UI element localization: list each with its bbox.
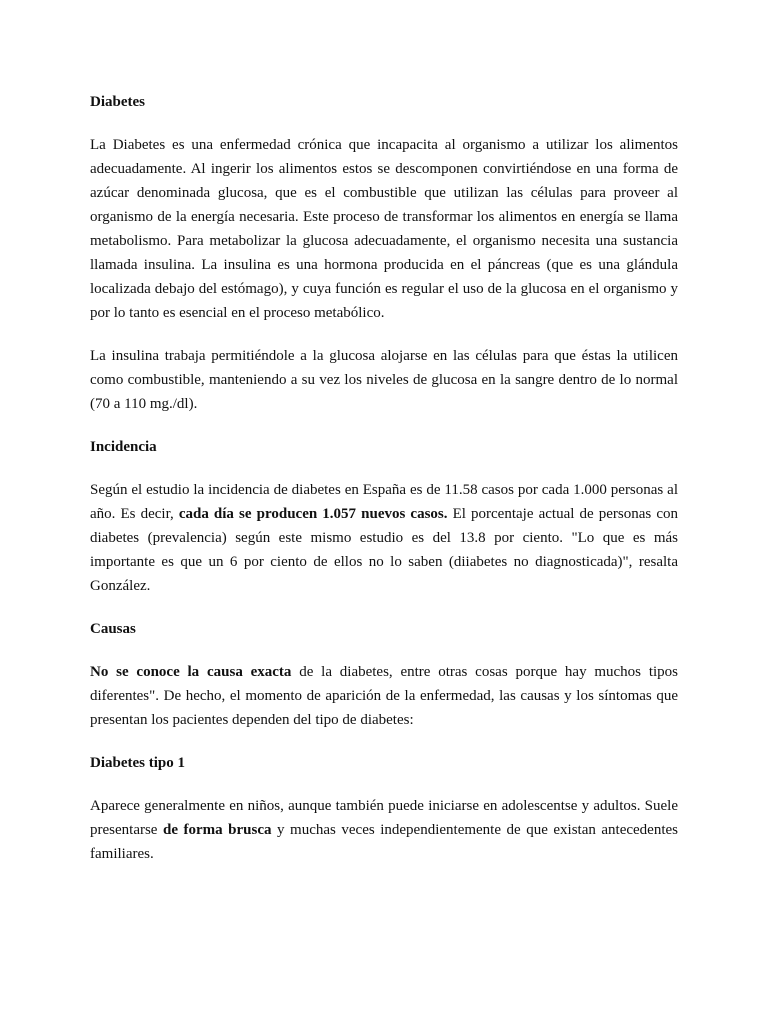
heading-diabetes-tipo-1: Diabetes tipo 1 — [90, 755, 185, 771]
bold-text-run: cada día se producen 1.057 nuevos casos. — [178, 506, 448, 522]
paragraph-causas — [90, 660, 678, 732]
bold-text-run: de forma brusca — [162, 822, 272, 838]
paragraph-insulin-function: La insulina trabaja permitiéndole a la glucosa alojarse en las células para que éstas la utilicen como combustible, manteniendo a su vez los niveles de glucosa en la sangre dentro de lo normal (70 a 110 mg./dl). — [90, 348, 678, 412]
text-run: El porcentaje actual de personas con diabetes (prevalencia) según este mismo estudio es del 13.8 por ciento. "Lo que es más importante es que un 6 por ciento de ellos no lo saben (diiabetes no diagnosticada)", resalta González. — [90, 506, 678, 594]
text-run: Aparece generalmente en niños, aunque también puede iniciarse en adolescentse y adultos. Suele presentarse — [90, 798, 678, 838]
heading-causas: Causas — [90, 621, 136, 637]
paragraph-diabetes-definition: La Diabetes es una enfermedad crónica que incapacita al organismo a utilizar los alimentos adecuadamente. Al ingerir los alimentos estos se descomponen convirtiéndose en una forma de azúcar denominada glucosa, que es el combustible que utilizan las células para proveer al organismo de la energía necesaria. Este proceso de transformar los alimentos en energía se llama metabolismo. Para metabolizar la glucosa adecuadamente, el organismo necesita una sustancia llamada insulina. La insulina es una hormona producida en el páncreas (que es una glándula localizada debajo del estómago), y cuya función es regular el uso de la glucosa en el organismo y por lo tanto es esencial en el proceso metabólico. — [90, 137, 678, 321]
text-run: Según el estudio la incidencia de diabetes en España es de 11.58 casos por cada 1.000 personas al año. Es decir, — [90, 482, 678, 522]
bold-text-run: No se conoce la causa exacta — [90, 664, 292, 680]
document-page — [90, 90, 678, 885]
text-run: de la diabetes, entre otras cosas porque hay muchos tipos diferentes". De hecho, el momento de aparición de la enfermedad, las causas y los síntomas que presentan los pacientes dependen del tipo de diabetes: — [90, 664, 678, 728]
paragraph-incidencia — [90, 478, 678, 598]
heading-incidencia: Incidencia — [90, 439, 157, 455]
heading-diabetes: Diabetes — [90, 94, 145, 110]
text-run: y muchas veces independientemente de que existan antecedentes familiares. — [90, 822, 678, 862]
paragraph-diabetes-tipo-1 — [90, 794, 678, 866]
